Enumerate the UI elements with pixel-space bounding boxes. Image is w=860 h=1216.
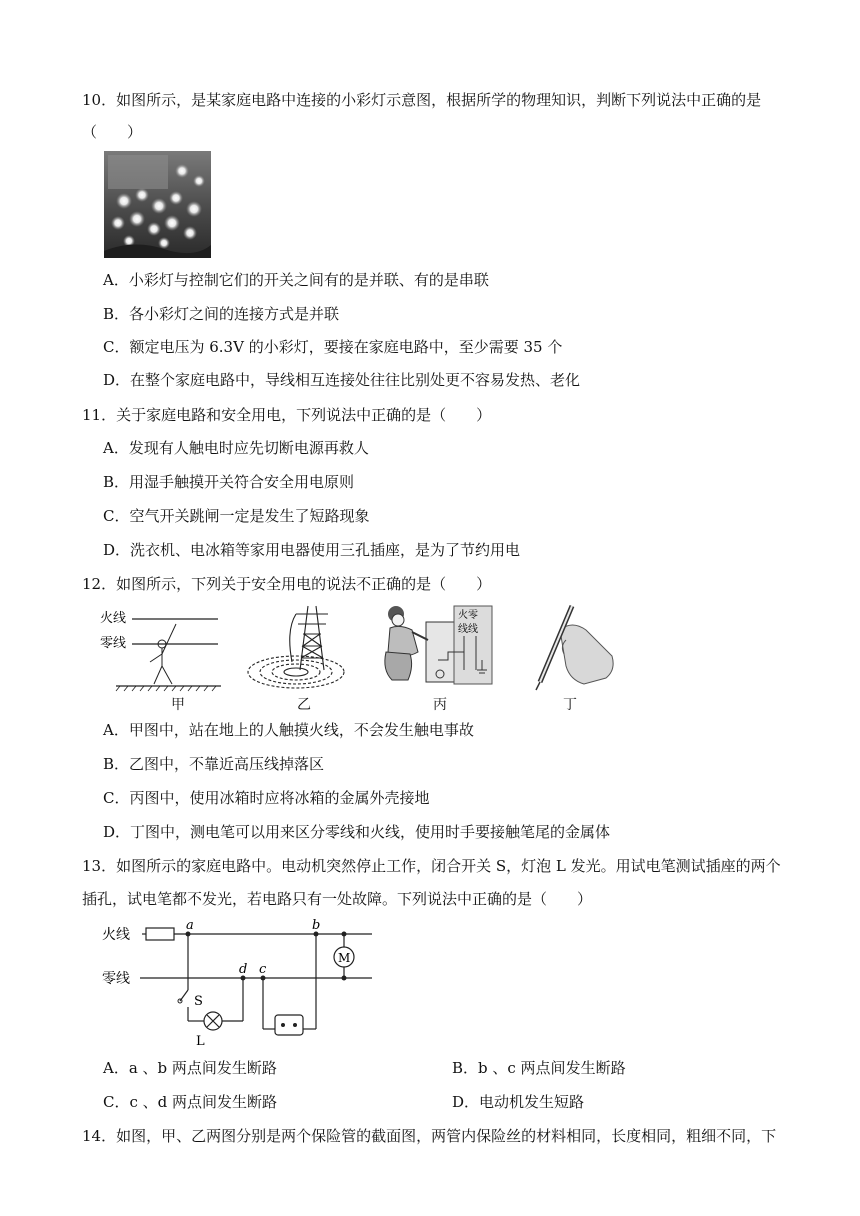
caption-jia: 甲 — [171, 697, 185, 713]
q12-option-c: C．丙图中，使用冰箱时应将冰箱的金属外壳接地 — [103, 789, 430, 807]
q12-stem: 12．如图所示，下列关于安全用电的说法不正确的是（ ） — [82, 575, 492, 593]
q10-option-a: A．小彩灯与控制它们的开关之间有的是并联、有的是串联 — [103, 271, 489, 289]
q13-option-a: A．a 、b 两点间发生断路 — [103, 1059, 277, 1077]
lamp-l-label: L — [196, 1034, 205, 1049]
q13-option-d: D．电动机发生短路 — [452, 1093, 585, 1111]
point-c-label: c — [259, 962, 267, 977]
q10-option-d: D．在整个家庭电路中，导线相互连接处往往比别处更不容易发热、老化 — [103, 371, 581, 389]
q11-option-d: D．洗衣机、电冰箱等家用电器使用三孔插座，是为了节约用电 — [103, 541, 521, 559]
q10-paren: （ ） — [82, 123, 143, 141]
q11-option-b: B．用湿手触摸开关符合安全用电原则 — [103, 473, 355, 491]
q12-option-a: A．甲图中，站在地上的人触摸火线，不会发生触电事故 — [103, 721, 474, 739]
q12-option-d: D．丁图中，测电笔可以用来区分零线和火线，使用时手要接触笔尾的金属体 — [103, 823, 611, 841]
point-d-label: d — [239, 962, 248, 977]
q13-option-b: B．b 、c 两点间发生断路 — [452, 1059, 626, 1077]
caption-bing: 丙 — [433, 697, 447, 713]
q14-stem: 14．如图，甲、乙两图分别是两个保险管的截面图，两管内保险丝的材料相同，长度相同，粗细不同，下 — [82, 1127, 777, 1145]
figure-jia-person-touching-live-wire — [96, 602, 226, 692]
circuit-neutral-label: 零线 — [102, 971, 130, 987]
q13-option-c: C．c 、d 两点间发生断路 — [103, 1093, 278, 1111]
point-a-label: a — [186, 918, 194, 933]
figure-ding-test-pen-in-hand — [520, 600, 620, 692]
neutral-wire-label: 零线 — [100, 636, 127, 651]
motor-m-label: M — [338, 951, 351, 965]
q13-stem-line2: 插孔，试电笔都不发光，若电路只有一处故障。下列说法中正确的是（ ） — [82, 890, 593, 908]
switch-s-label: S — [194, 994, 203, 1009]
string-lights-photo — [104, 151, 211, 258]
figure-yi-high-voltage-tower — [246, 600, 356, 692]
point-b-label: b — [312, 918, 321, 933]
q10-option-b: B．各小彩灯之间的连接方式是并联 — [103, 305, 340, 323]
wire-wire-label: 线线 — [458, 624, 478, 635]
q13-circuit-diagram — [100, 915, 380, 1050]
live-wire-label: 火线 — [100, 611, 127, 626]
circuit-live-label: 火线 — [102, 927, 130, 943]
live-neutral-label: 火零 — [458, 610, 478, 621]
q13-stem-line1: 13．如图所示的家庭电路中。电动机突然停止工作，闭合开关 S，灯泡 L 发光。用试电笔测试插座的两个 — [82, 857, 781, 875]
caption-ding: 丁 — [563, 697, 577, 713]
q10-stem: 10．如图所示，是某家庭电路中连接的小彩灯示意图，根据所学的物理知识，判断下列说法中正确的是 — [82, 91, 762, 109]
caption-yi: 乙 — [297, 697, 311, 713]
q12-option-b: B．乙图中，不靠近高压线掉落区 — [103, 755, 325, 773]
figure-bing-fridge-grounding — [378, 600, 496, 692]
q11-option-c: C．空气开关跳闸一定是发生了短路现象 — [103, 507, 370, 525]
q11-option-a: A．发现有人触电时应先切断电源再救人 — [103, 439, 369, 457]
q11-stem: 11．关于家庭电路和安全用电，下列说法中正确的是（ ） — [82, 406, 492, 424]
q10-option-c: C．额定电压为 6.3V 的小彩灯，要接在家庭电路中，至少需要 35 个 — [103, 338, 563, 356]
